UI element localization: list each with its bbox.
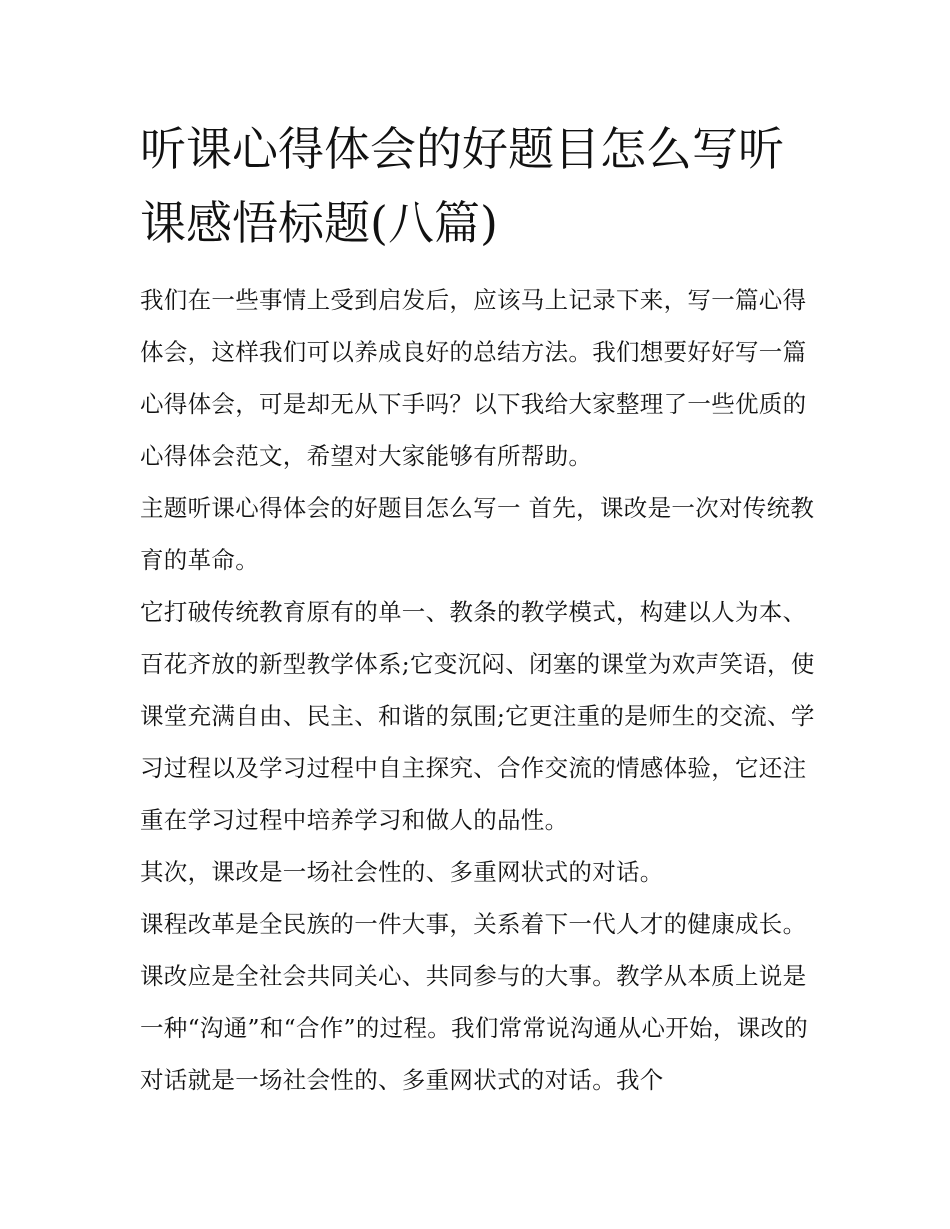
document-title: 听课心得体会的好题目怎么写听课感悟标题(八篇) [140,122,784,250]
paragraph-second-point: 其次，课改是一场社会性的、多重网状式的对话。 [140,858,664,886]
paragraph-reform-description: 它打破传统教育原有的单一、教条的教学模式，构建以人为本、百花齐放的新型教学体系;它变沉闷、闭塞的课堂为欢声笑语，使课堂充满自由、民主、和谐的氛围;它更注重的是师生的交流、学习过程以及学习过程中自主探究、合作交流的情感体验，它还注重在学习过程中培养学习和做人的品性。 [140,598,815,834]
paragraph-curriculum-reform: 课程改革是全民族的一件大事，关系着下一代人才的健康成长。课改应是全社会共同关心、共同参与的大事。教学从本质上说是一种“沟通”和“合作”的过程。我们常常说沟通从心开始，课改的对话就是一场社会性的、多重网状式的对话。我个 [140,910,809,1094]
document-body [140,112,815,1106]
paragraph-topic: 主题听课心得体会的好题目怎么写一 首先，课改是一次对传统教育的革命。 [140,494,815,574]
paragraph-intro: 我们在一些事情上受到启发后，应该马上记录下来，写一篇心得体会，这样我们可以养成良好的总结方法。我们想要好好写一篇心得体会，可是却无从下手吗？以下我给大家整理了一些优质的心得体会范文，希望对大家能够有所帮助。 [140,286,807,470]
